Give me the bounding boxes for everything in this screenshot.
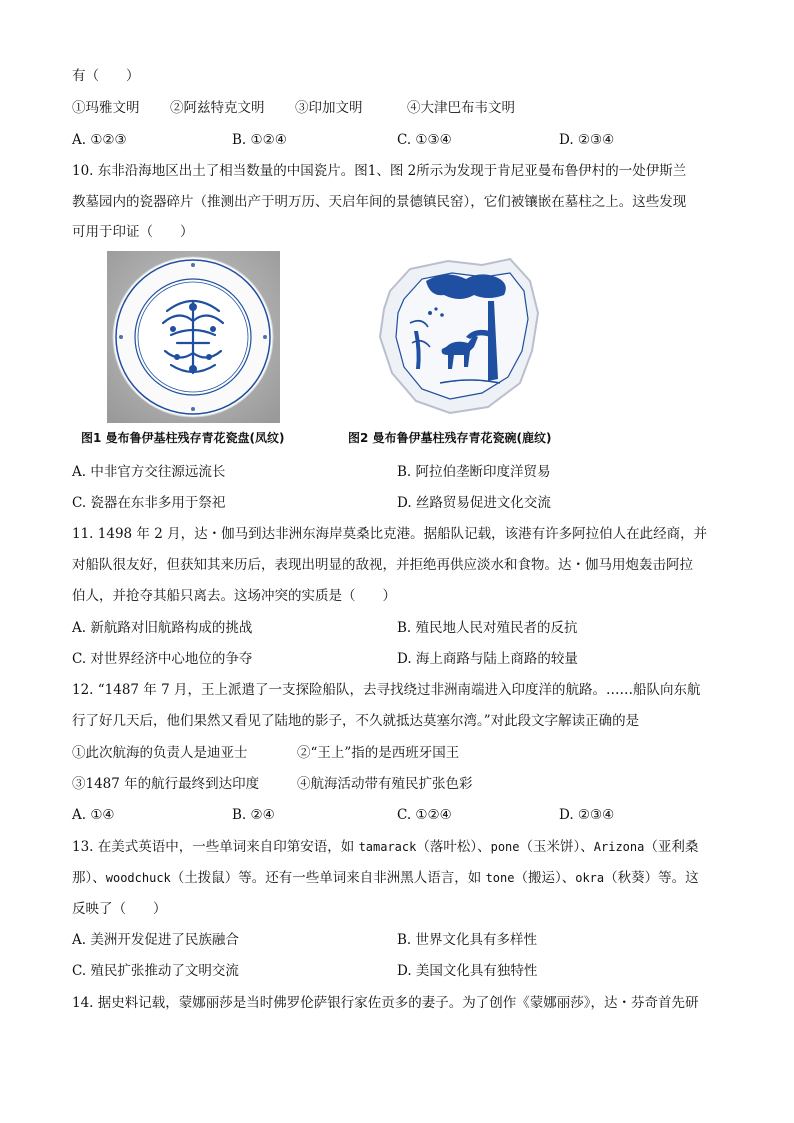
- q13-option-b[interactable]: B. 世界文化具有多样性: [397, 932, 538, 948]
- q11-option-a[interactable]: A. 新航路对旧航路构成的挑战: [72, 620, 253, 636]
- q9-item-2: ②阿兹特克文明: [170, 100, 265, 116]
- q10-stem-line-2: 教墓园内的瓷器碎片（推测出产于明万历、天启年间的景德镇民窑），它们被镶嵌在墓柱之上。这些发现: [72, 194, 687, 210]
- q10-option-b[interactable]: B. 阿拉伯垄断印度洋贸易: [397, 464, 551, 480]
- q9-option-d[interactable]: D. ②③④: [559, 132, 615, 148]
- q9-item-4: ④大津巴布韦文明: [407, 100, 515, 116]
- figure-1-phoenix-plate: [107, 251, 280, 423]
- q11-option-c[interactable]: C. 对世界经济中心地位的争夺: [72, 651, 253, 667]
- q13-text-2b: （土拨鼠）等。还有一些单词来自非洲黑人语言，如: [170, 870, 486, 886]
- q14-stem-line-1: 14. 据史料记载，蒙娜丽莎是当时佛罗伦萨银行家佐贡多的妻子。为了创作《蒙娜丽莎》，达・芬奇首先研: [72, 995, 699, 1011]
- q10-stem-line-3: 可用于印证（ ）: [72, 224, 194, 240]
- q10-option-a[interactable]: A. 中非官方交往源远流长: [72, 464, 226, 480]
- q11-option-b[interactable]: B. 殖民地人民对殖民者的反抗: [397, 620, 578, 636]
- q12-option-c[interactable]: C. ①②④: [397, 807, 452, 823]
- q13-option-d[interactable]: D. 美国文化具有独特性: [397, 963, 538, 979]
- q13-option-c[interactable]: C. 殖民扩张推动了文明交流: [72, 963, 239, 979]
- q13-text-1a: 13. 在美式英语中，一些单词来自印第安语，如: [72, 839, 359, 855]
- q10-option-d[interactable]: D. 丝路贸易促进文化交流: [397, 495, 551, 511]
- q12-item-2: ②“王上”指的是西班牙国王: [297, 745, 460, 761]
- q11-stem-line-3: 伯人，并抢夺其船只离去。这场冲突的实质是（ ）: [72, 588, 396, 604]
- q13-stem-line-1: [72, 837, 722, 857]
- q9-item-3: ③印加文明: [295, 100, 363, 116]
- q13-word-tamarack: tamarack: [358, 840, 417, 854]
- q13-word-pone: pone: [490, 840, 520, 854]
- q11-option-d[interactable]: D. 海上商路与陆上商路的较量: [397, 651, 578, 667]
- q13-word-okra: okra: [575, 871, 605, 885]
- q12-item-4: ④航海活动带有殖民扩张色彩: [297, 776, 473, 792]
- q12-stem-line-2: 行了好几天后，他们果然又看见了陆地的影子，不久就抵达莫塞尔湾。”对此段文字解读正确的是: [72, 713, 640, 729]
- q11-stem-line-1: 11. 1498 年 2 月，达・伽马到达非洲东海岸莫桑比克港。据船队记载，该港有许多阿拉伯人在此经商，并: [72, 526, 708, 542]
- q9-option-a[interactable]: A. ①②③: [72, 132, 127, 148]
- q10-option-c[interactable]: C. 瓷器在东非多用于祭祀: [72, 495, 226, 511]
- q9-stem-tail: 有（ ）: [72, 68, 140, 84]
- q13-word-woodchuck: woodchuck: [105, 871, 171, 885]
- figure-2-caption: 图2 曼布鲁伊墓柱残存青花瓷碗(鹿纹): [348, 431, 552, 445]
- q13-stem-line-3: 反映了（ ）: [72, 901, 167, 917]
- q12-item-1: ①此次航海的负责人是迪亚士: [72, 745, 248, 761]
- q10-stem-line-1: 10. 东非沿海地区出土了相当数量的中国瓷片。图1、图 2所示为发现于肯尼亚曼布鲁伊村的一处伊斯兰: [72, 163, 687, 179]
- q12-option-b[interactable]: B. ②④: [232, 807, 275, 823]
- q13-word-tone: tone: [485, 871, 515, 885]
- q13-text-1b: （落叶松）、: [416, 839, 491, 855]
- q9-option-b[interactable]: B. ①②④: [232, 132, 287, 148]
- q13-stem-line-2: [72, 868, 722, 888]
- q13-option-a[interactable]: A. 美洲开发促进了民族融合: [72, 932, 239, 948]
- q12-option-d[interactable]: D. ②③④: [559, 807, 615, 823]
- q13-text-2a: 那）、: [72, 870, 106, 886]
- q9-item-1: ①玛雅文明: [72, 100, 140, 116]
- q11-stem-line-2: 对船队很友好，但获知其来历后，表现出明显的敌视，并拒绝再供应淡水和食物。达・伽马用炮轰击阿拉: [72, 557, 693, 573]
- q12-option-a[interactable]: A. ①④: [72, 807, 115, 823]
- figure-1-caption: 图1 曼布鲁伊基柱残存青花瓷盘(凤纹): [81, 431, 285, 445]
- q12-stem-line-1: 12. “1487 年 7 月，王上派遣了一支探险船队，去寻找绕过非洲南端进入印度洋的航路。……船队向东航: [72, 682, 701, 698]
- q9-option-c[interactable]: C. ①③④: [397, 132, 452, 148]
- q13-text-1d: （亚利桑: [644, 839, 699, 855]
- q12-item-3: ③1487 年的航行最终到达印度: [72, 776, 260, 792]
- q13-word-arizona: Arizona: [593, 840, 645, 854]
- q13-text-1c: （玉米饼）、: [519, 839, 594, 855]
- q13-text-2d: （秋葵）等。这: [604, 870, 699, 886]
- q13-text-2c: （搬运）、: [514, 870, 576, 886]
- figure-2-deer-bowl-shard: [370, 251, 545, 421]
